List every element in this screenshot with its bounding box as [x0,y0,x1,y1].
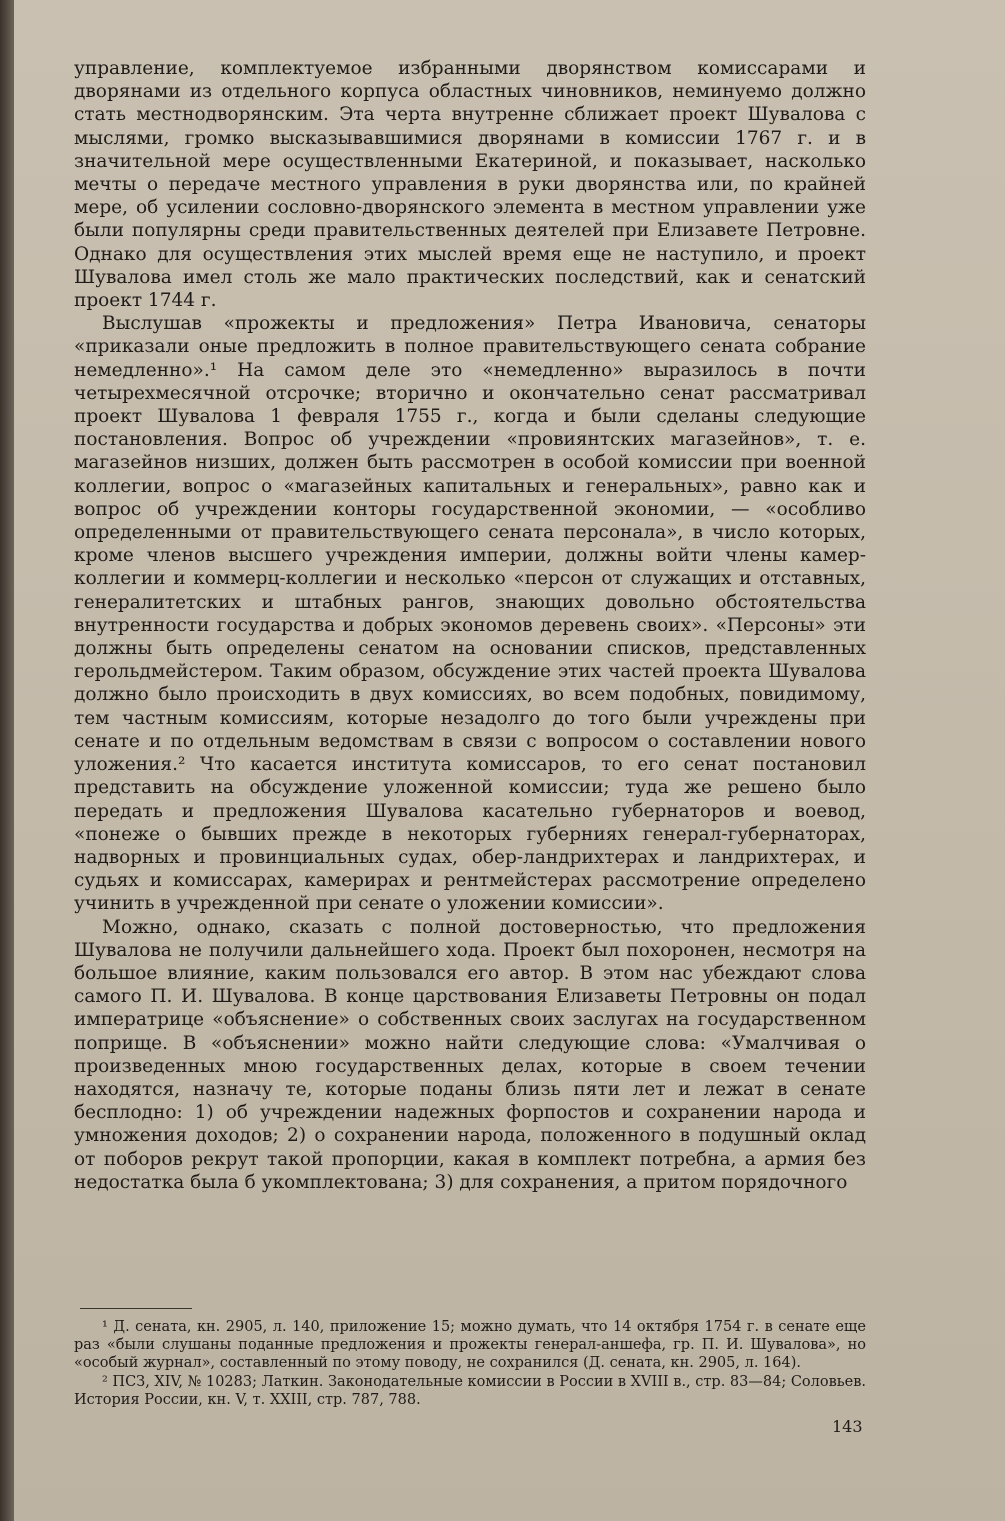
footnote-separator [80,1308,192,1309]
footnotes [74,1318,866,1409]
footnote-1: ¹ Д. сената, кн. 2905, л. 140, приложение 15; можно думать, что 14 октября 1754 г. в сенате еще раз «были слушаны поданные предложения и прожекты генерал-аншефа, гр. П. И. Шувалова», но «особый журнал», составленный по этому поводу, не сохранился (Д. сената, кн. 2905, л. 164). [74,1319,866,1372]
paragraph-1: управление, комплектуемое избранными дворянством комиссарами и дворянами из отдельного корпуса областных чиновников, неминуемо должно стать местнодворянским. Эта черта внутренне сближает проект Шувалова с мыслями, громко высказывавшимися дворянами в комиссии 1767 г. и в значительной мере осуществленными Екатериной, и показывает, насколько мечты о передаче местного управления в руки дворянства или, по крайней мере, об усилении сословно-дворянского элемента в местном управлении уже были популярны среди правительственных деятелей при Елизавете Петровне. Однако для осуществления этих мыслей время еще не наступило, и проект Шувалова имел столь же мало практических последствий, как и сенатский проект 1744 г. [74,58,866,312]
book-spine-shadow [0,0,14,1521]
main-text [74,57,866,1194]
paragraph-2: Выслушав «прожекты и предложения» Петра Ивановича, сенаторы «приказали оные предложить в полное правительствующего сената собрание немедленно».¹ На самом деле это «немедленно» выразилось в почти четырехмесячной отсрочке; вторично и окончательно сенат рассматривал проект Шувалова 1 февраля 1755 г., когда и были сделаны следующие постановления. Вопрос об учреждении «провиянтских магазейнов», т. е. магазейнов низших, должен быть рассмотрен в особой комиссии при военной коллегии, вопрос о «магазейных капитальных и генеральных», равно как и вопрос об учреждении конторы государственной экономии, — «особливо определенными от правительствующего сената персонала», в число которых, кроме членов высшего учреждения империи, должны войти члены камер-коллегии и коммерц-коллегии и несколько «персон от служащих и отставных, генералитетских и штабных рангов, знающих довольно обстоятельства внутренности государства и добрых экономов деревень своих». «Персоны» эти должны быть определены сенатом на основании списков, представленных герольдмейстером. Таким образом, обсуждение этих частей проекта Шувалова должно было происходить в двух комиссиях, во всем подобных, повидимому, тем частным комиссиям, которые незадолго до того были учреждены при сенате и по отдельным ведомствам в связи с вопросом о составлении нового уложения.² Что касается института комиссаров, то его сенат постановил представить на обсуждение уложенной комиссии; туда же решено было передать и предложения Шувалова касательно губернаторов и воевод, «понеже о бывших прежде в некоторых губерниях генерал-губернаторах, надворных и провинциальных судах, обер-ландрихтерах и ландрихтерах, и судьях и комиссарах, камерирах и рентмейстерах рассмотрение определено учинить в учрежденной при сенате о уложении комиссии». [74,313,866,915]
paragraph-3: Можно, однако, сказать с полной достоверностью, что предложения Шувалова не получили дальнейшего хода. Проект был похоронен, несмотря на большое влияние, каким пользовался его автор. В этом нас убеждают слова самого П. И. Шувалова. В конце царствования Елизаветы Петровны он подал императрице «объяснение» о собственных своих заслугах на государственном поприще. В «объяснении» можно найти следующие слова: «Умалчивая о произведенных мною государственных делах, которые в своем течении находятся, назначу те, которые поданы близь пяти лет и лежат в сенате бесплодно: 1) об учреждении надежных форпостов и сохранении народа и умножения доходов; 2) о сохранении народа, положенного в подушный оклад от поборов рекрут такой пропорции, какая в комплект потребна, а армия без недостатка была б укомплектована; 3) для сохранения, а притом порядочного [74,916,866,1193]
page-number: 143 [832,1417,863,1436]
footnote-2: ² ПСЗ, XIV, № 10283; Латкин. Законодательные комиссии в России в XVIII в., стр. 83—84; Соловьев. История России, кн. V, т. XXIII, стр. 787, 788. [74,1373,866,1408]
